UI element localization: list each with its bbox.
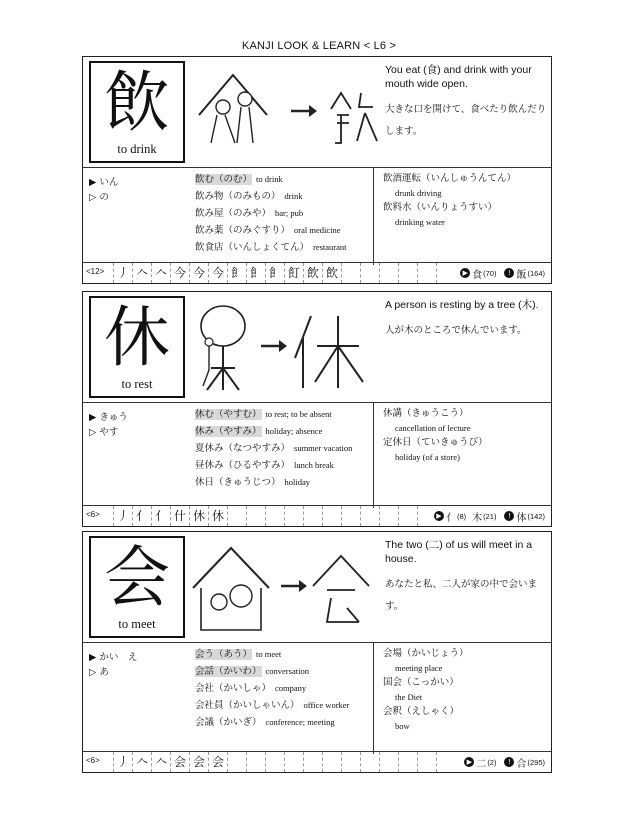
ref-number: (295) xyxy=(527,757,545,767)
vocab-row xyxy=(195,239,375,256)
stroke-cell: 亻 xyxy=(151,506,170,526)
vocab-gloss: conversation xyxy=(265,666,309,676)
kanji-character: 飲 xyxy=(104,64,170,141)
vocab-gloss: drink xyxy=(284,191,303,201)
vocab-gloss: drunk driving xyxy=(395,188,442,198)
vocab-row xyxy=(195,205,375,222)
mnemonic-illustration xyxy=(191,63,381,161)
stroke-cells xyxy=(113,752,493,772)
vocab-gloss: meeting place xyxy=(395,663,443,673)
vocab-row xyxy=(195,646,375,663)
stroke-cell: 丿 xyxy=(113,752,132,772)
vocab-word: 会う（あう） xyxy=(195,649,253,660)
vocab-word: 休講（きゅうこう） xyxy=(383,408,469,419)
kanji-card xyxy=(82,56,552,284)
vocab-gloss: office worker xyxy=(303,700,350,710)
stroke-cell xyxy=(360,506,379,526)
stroke-cell: 今 xyxy=(170,263,189,283)
vocab-row xyxy=(195,457,375,474)
vocab-gloss: oral medicine xyxy=(294,225,341,235)
vocab-gloss: lunch break xyxy=(294,460,334,470)
vocab-word: 会釈（えしゃく） xyxy=(383,706,460,717)
vocab-word: 国会（こっかい） xyxy=(383,677,459,688)
kanji-character: 休 xyxy=(104,299,170,376)
stroke-cell xyxy=(284,752,303,772)
vocab-word: 会場（かいじょう） xyxy=(383,648,469,659)
vocab-gloss: restaurant xyxy=(313,242,347,252)
stroke-count: <12> xyxy=(86,267,105,276)
stroke-cell: 今 xyxy=(189,263,208,283)
vocab-row xyxy=(383,435,549,464)
kanji-character: 会 xyxy=(104,539,170,616)
vocab-row xyxy=(195,663,375,680)
vocab-list-primary xyxy=(195,406,375,491)
story-english: The two (二) of us will meet in a house. xyxy=(385,539,533,565)
vocab-word: 休む（やすむ） xyxy=(195,409,262,420)
vocab-gloss: to drink xyxy=(256,174,283,184)
stroke-cell xyxy=(379,506,398,526)
readings xyxy=(89,410,179,440)
stroke-cell: 𠆢 xyxy=(132,752,151,772)
related-kanji xyxy=(446,263,545,283)
stroke-cell xyxy=(379,263,398,283)
stroke-cell xyxy=(417,752,436,772)
stroke-count: <6> xyxy=(86,756,100,765)
stroke-cell xyxy=(398,263,417,283)
vocab-word: 飲料水（いんりょうすい） xyxy=(383,202,498,213)
stroke-cell: 𠆢 xyxy=(151,752,170,772)
vocab-word: 昼休み（ひるやすみ） xyxy=(195,460,291,471)
vocab-row xyxy=(195,171,375,188)
vocab-row xyxy=(195,714,375,731)
vocab-list-primary xyxy=(195,171,375,256)
vocab-row xyxy=(383,171,549,200)
stroke-cell xyxy=(360,263,379,283)
exclamation-icon: ! xyxy=(504,268,514,278)
kanji-card xyxy=(82,531,552,773)
vocab-word: 飲み薬（のみぐすり） xyxy=(195,225,291,236)
vocab-word: 会社員（かいしゃいん） xyxy=(195,700,300,711)
readings xyxy=(89,175,179,205)
vocab-gloss: drinking water xyxy=(395,217,445,227)
story-japanese: あなたと私、二人が家の中で会います。 xyxy=(385,579,538,612)
mnemonic-illustration xyxy=(191,538,381,636)
vocab-gloss: holiday xyxy=(284,477,311,487)
mnemonic-story xyxy=(385,298,547,342)
vocab-word: 会議（かいぎ） xyxy=(195,717,262,728)
stroke-cell xyxy=(379,752,398,772)
vocab-gloss: holiday; absence xyxy=(265,426,323,436)
mnemonic-story xyxy=(385,63,547,143)
stroke-cell: 丿 xyxy=(113,506,132,526)
vocab-word: 定休日（ていきゅうび） xyxy=(383,437,488,448)
vocab-gloss: company xyxy=(275,683,307,693)
stroke-cell: 丿 xyxy=(113,263,132,283)
vocab-gloss: cancellation of lecture xyxy=(395,423,471,433)
stroke-cell: 飲 xyxy=(303,263,322,283)
ref-kanji: 食 xyxy=(472,269,483,281)
ref-kanji: 飯 xyxy=(516,269,527,281)
stroke-cell: 休 xyxy=(208,506,227,526)
ref-number: (142) xyxy=(527,511,545,521)
vocab-row xyxy=(383,675,549,704)
stroke-cell: 飣 xyxy=(284,263,303,283)
vocab-list-secondary xyxy=(383,171,549,229)
ref-number: (2) xyxy=(487,757,497,767)
kanji-box xyxy=(89,536,185,638)
divider xyxy=(373,402,374,508)
stroke-cell xyxy=(398,752,417,772)
vocab-gloss: bow xyxy=(395,721,410,731)
vocab-list-primary xyxy=(195,646,375,731)
ref-kanji: 合 xyxy=(516,758,527,770)
stroke-cell: 飠 xyxy=(246,263,265,283)
vocab-word: 夏休み（なつやすみ） xyxy=(195,443,291,454)
vocab-gloss: bar; pub xyxy=(275,208,304,218)
stroke-cell: 飠 xyxy=(227,263,246,283)
card-top xyxy=(83,57,551,168)
stroke-cell xyxy=(246,752,265,772)
exclamation-icon: ! xyxy=(504,511,514,521)
reading-line: ▷ あ xyxy=(89,667,109,678)
vocab-row xyxy=(383,406,549,435)
vocab-row xyxy=(195,423,375,440)
stroke-cell: 休 xyxy=(189,506,208,526)
stroke-cell xyxy=(303,506,322,526)
vocab-word: 休日（きゅうじつ） xyxy=(195,477,281,488)
vocab-gloss: the Diet xyxy=(395,692,423,702)
vocab-gloss: to rest; to be absent xyxy=(265,409,332,419)
mnemonic-story xyxy=(385,538,547,618)
kanji-box xyxy=(89,61,185,163)
divider xyxy=(373,167,374,265)
card-vocab xyxy=(83,167,551,265)
stroke-cell xyxy=(265,752,284,772)
reading-line: ▶ いん xyxy=(89,177,119,188)
reading-line: ▷ やす xyxy=(89,427,119,438)
vocab-word: 飲み屋（のみや） xyxy=(195,208,272,219)
arrow-right-icon: ▶ xyxy=(460,268,470,278)
reading-line: ▶ きゅう xyxy=(89,412,128,423)
related-kanji xyxy=(420,506,545,526)
stroke-cell xyxy=(360,752,379,772)
stroke-order xyxy=(83,505,551,526)
vocab-list-secondary xyxy=(383,646,549,733)
ref-kanji: 二 xyxy=(476,758,487,770)
card-top xyxy=(83,292,551,403)
vocab-row xyxy=(195,697,375,714)
stroke-cell xyxy=(417,263,436,283)
vocab-row xyxy=(195,188,375,205)
vocab-gloss: to meet xyxy=(256,649,282,659)
vocab-word: 飲食店（いんしょくてん） xyxy=(195,242,310,253)
stroke-cell xyxy=(341,506,360,526)
kanji-meaning: to rest xyxy=(121,377,153,391)
stroke-cell: 𠆢 xyxy=(151,263,170,283)
stroke-cell xyxy=(322,506,341,526)
vocab-word: 会社（かいしゃ） xyxy=(195,683,272,694)
vocab-row xyxy=(383,646,549,675)
story-english: You eat (食) and drink with your mouth wide open. xyxy=(385,64,532,90)
vocab-row xyxy=(195,406,375,423)
reading-line: ▶ かい え xyxy=(89,652,138,663)
stroke-order xyxy=(83,262,551,283)
vocab-word: 休み（やすみ） xyxy=(195,426,262,437)
stroke-cell xyxy=(398,506,417,526)
ref-number: (21) xyxy=(483,511,497,521)
vocab-row xyxy=(195,680,375,697)
kanji-meaning: to meet xyxy=(118,617,156,631)
vocab-word: 飲み物（のみもの） xyxy=(195,191,281,202)
stroke-cell: 飠 xyxy=(265,263,284,283)
stroke-cell xyxy=(284,506,303,526)
card-vocab xyxy=(83,642,551,754)
vocab-gloss: conference; meeting xyxy=(265,717,335,727)
vocab-row xyxy=(195,440,375,457)
stroke-cell xyxy=(246,506,265,526)
stroke-cell: 什 xyxy=(170,506,189,526)
stroke-cell xyxy=(341,752,360,772)
divider xyxy=(373,642,374,754)
vocab-word: 飲む（のむ） xyxy=(195,174,253,185)
stroke-cell: 会 xyxy=(189,752,208,772)
stroke-cell: 亻 xyxy=(132,506,151,526)
vocab-list-secondary xyxy=(383,406,549,464)
stroke-cells xyxy=(113,263,493,283)
stroke-cell: 会 xyxy=(170,752,189,772)
mnemonic-illustration xyxy=(191,298,381,396)
stroke-cell: 飲 xyxy=(322,263,341,283)
vocab-row xyxy=(195,222,375,239)
kanji-box xyxy=(89,296,185,398)
stroke-order xyxy=(83,751,551,772)
stroke-cell: 会 xyxy=(208,752,227,772)
story-english: A person is resting by a tree (木). xyxy=(385,299,539,311)
readings xyxy=(89,650,179,680)
stroke-count: <6> xyxy=(86,510,100,519)
stroke-cell xyxy=(322,752,341,772)
exclamation-icon: ! xyxy=(504,757,514,767)
ref-number: (70) xyxy=(483,268,497,278)
vocab-row xyxy=(195,474,375,491)
reading-line: ▷ の xyxy=(89,192,109,203)
stroke-cell xyxy=(303,752,322,772)
ref-kanji: 体 xyxy=(516,512,527,524)
vocab-word: 会話（かいわ） xyxy=(195,666,262,677)
card-top xyxy=(83,532,551,643)
arrow-right-icon: ▶ xyxy=(434,511,444,521)
vocab-row xyxy=(383,200,549,229)
ref-number: (8) xyxy=(456,511,467,521)
stroke-cell xyxy=(227,506,246,526)
vocab-gloss: summer vacation xyxy=(294,443,353,453)
stroke-cell xyxy=(265,506,284,526)
ref-number: (164) xyxy=(527,268,545,278)
kanji-meaning: to drink xyxy=(117,142,157,156)
ref-kanji: 亻 xyxy=(445,512,456,524)
page-title: KANJI LOOK & LEARN < L6 > xyxy=(241,40,397,52)
related-kanji xyxy=(450,752,545,772)
ref-kanji: 木 xyxy=(472,512,483,524)
stroke-cell: 𠆢 xyxy=(132,263,151,283)
vocab-gloss: holiday (of a store) xyxy=(395,452,460,462)
stroke-cell xyxy=(227,752,246,772)
story-japanese: 人が木のところで休んでいます。 xyxy=(385,325,527,336)
stroke-cell: 今 xyxy=(208,263,227,283)
arrow-right-icon: ▶ xyxy=(464,757,474,767)
vocab-word: 飲酒運転（いんしゅうんてん） xyxy=(383,173,517,184)
stroke-cell xyxy=(341,263,360,283)
story-japanese: 大きな口を開けて、食べたり飲んだりします。 xyxy=(385,104,547,137)
vocab-row xyxy=(383,704,549,733)
card-vocab xyxy=(83,402,551,508)
kanji-card xyxy=(82,291,552,527)
